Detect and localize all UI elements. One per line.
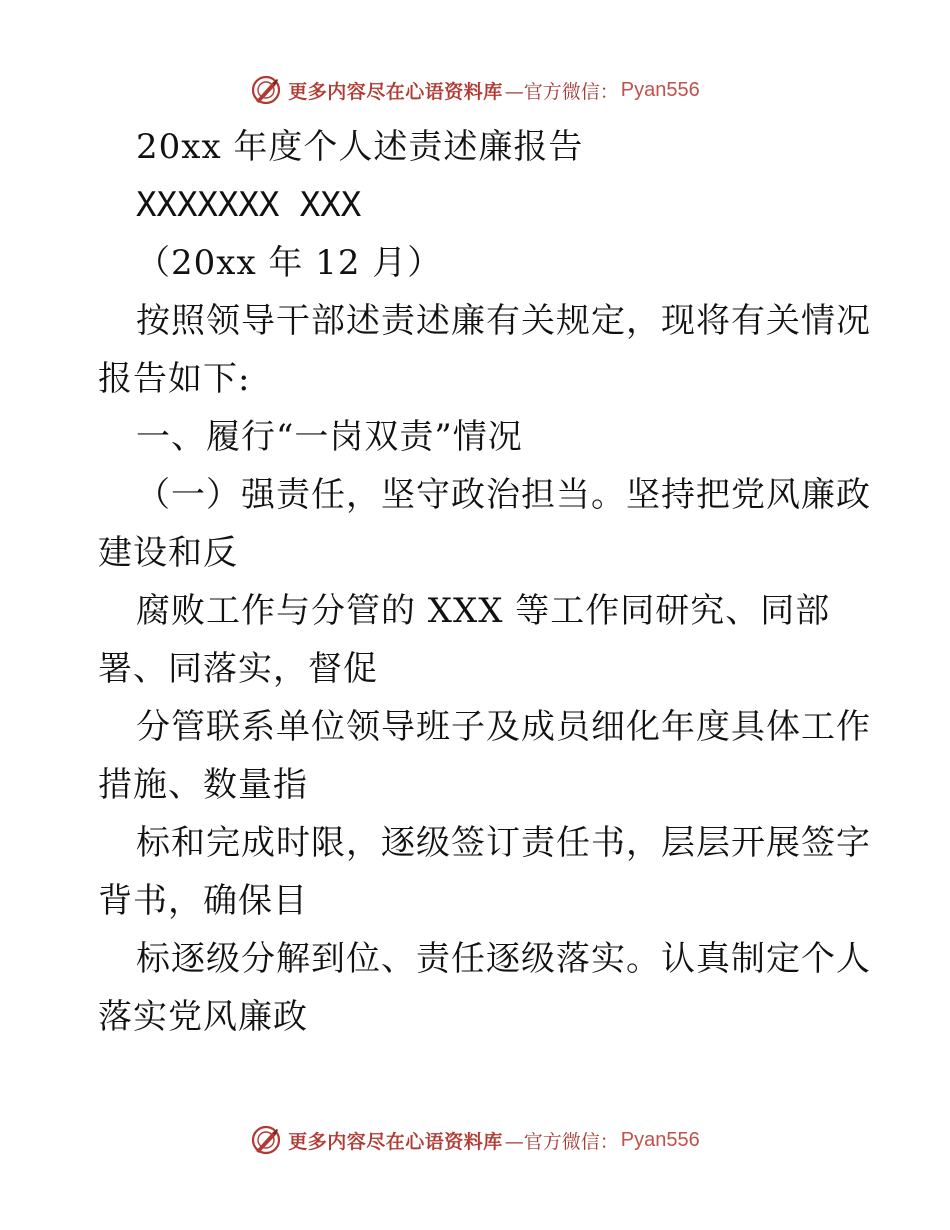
- paragraph-line: 落实党风廉政: [98, 997, 308, 1037]
- header-watermark-banner: [0, 70, 950, 110]
- paragraph-line: 腐败工作与分管的 XXX 等工作同研究、同部: [136, 591, 831, 631]
- document-author: XXXXXXX XXX: [136, 185, 362, 225]
- paragraph-line: 报告如下:: [98, 359, 251, 399]
- document-date: （20xx 年 12 月）: [136, 243, 443, 283]
- document-title: 20xx 年度个人述责述廉报告: [136, 127, 584, 167]
- footer-banner-sub: —官方微信：: [504, 1130, 619, 1153]
- paragraph-line: 建设和反: [98, 533, 238, 573]
- paragraph-line: 标逐级分解到位、责任逐级落实。认真制定个人: [136, 939, 871, 979]
- pen-logo-icon: [250, 74, 282, 106]
- header-banner-id: Pyan556: [620, 78, 700, 101]
- footer-watermark-banner: [0, 1120, 950, 1160]
- footer-banner-id: Pyan556: [620, 1128, 700, 1151]
- paragraph-line: 署、同落实，督促: [98, 649, 378, 689]
- paragraph-line: 标和完成时限，逐级签订责任书，层层开展签字: [136, 823, 871, 863]
- document-body: [98, 118, 871, 1046]
- header-banner-main: 更多内容尽在心语资料库: [288, 80, 503, 103]
- paragraph-line: （一）强责任，坚守政治担当。坚持把党风廉政: [136, 475, 871, 515]
- paragraph-line: 分管联系单位领导班子及成员细化年度具体工作: [136, 707, 871, 747]
- paragraph-line: 背书，确保目: [98, 881, 308, 921]
- footer-banner-main: 更多内容尽在心语资料库: [288, 1130, 503, 1153]
- header-banner-sub: —官方微信：: [504, 80, 619, 103]
- paragraph-line: 按照领导干部述责述廉有关规定，现将有关情况: [136, 301, 871, 341]
- paragraph-line: 一、履行“一岗双责”情况: [136, 417, 523, 457]
- document-paragraphs: [98, 292, 871, 1046]
- paragraph-line: 措施、数量指: [98, 765, 308, 805]
- pen-logo-icon: [250, 1124, 282, 1156]
